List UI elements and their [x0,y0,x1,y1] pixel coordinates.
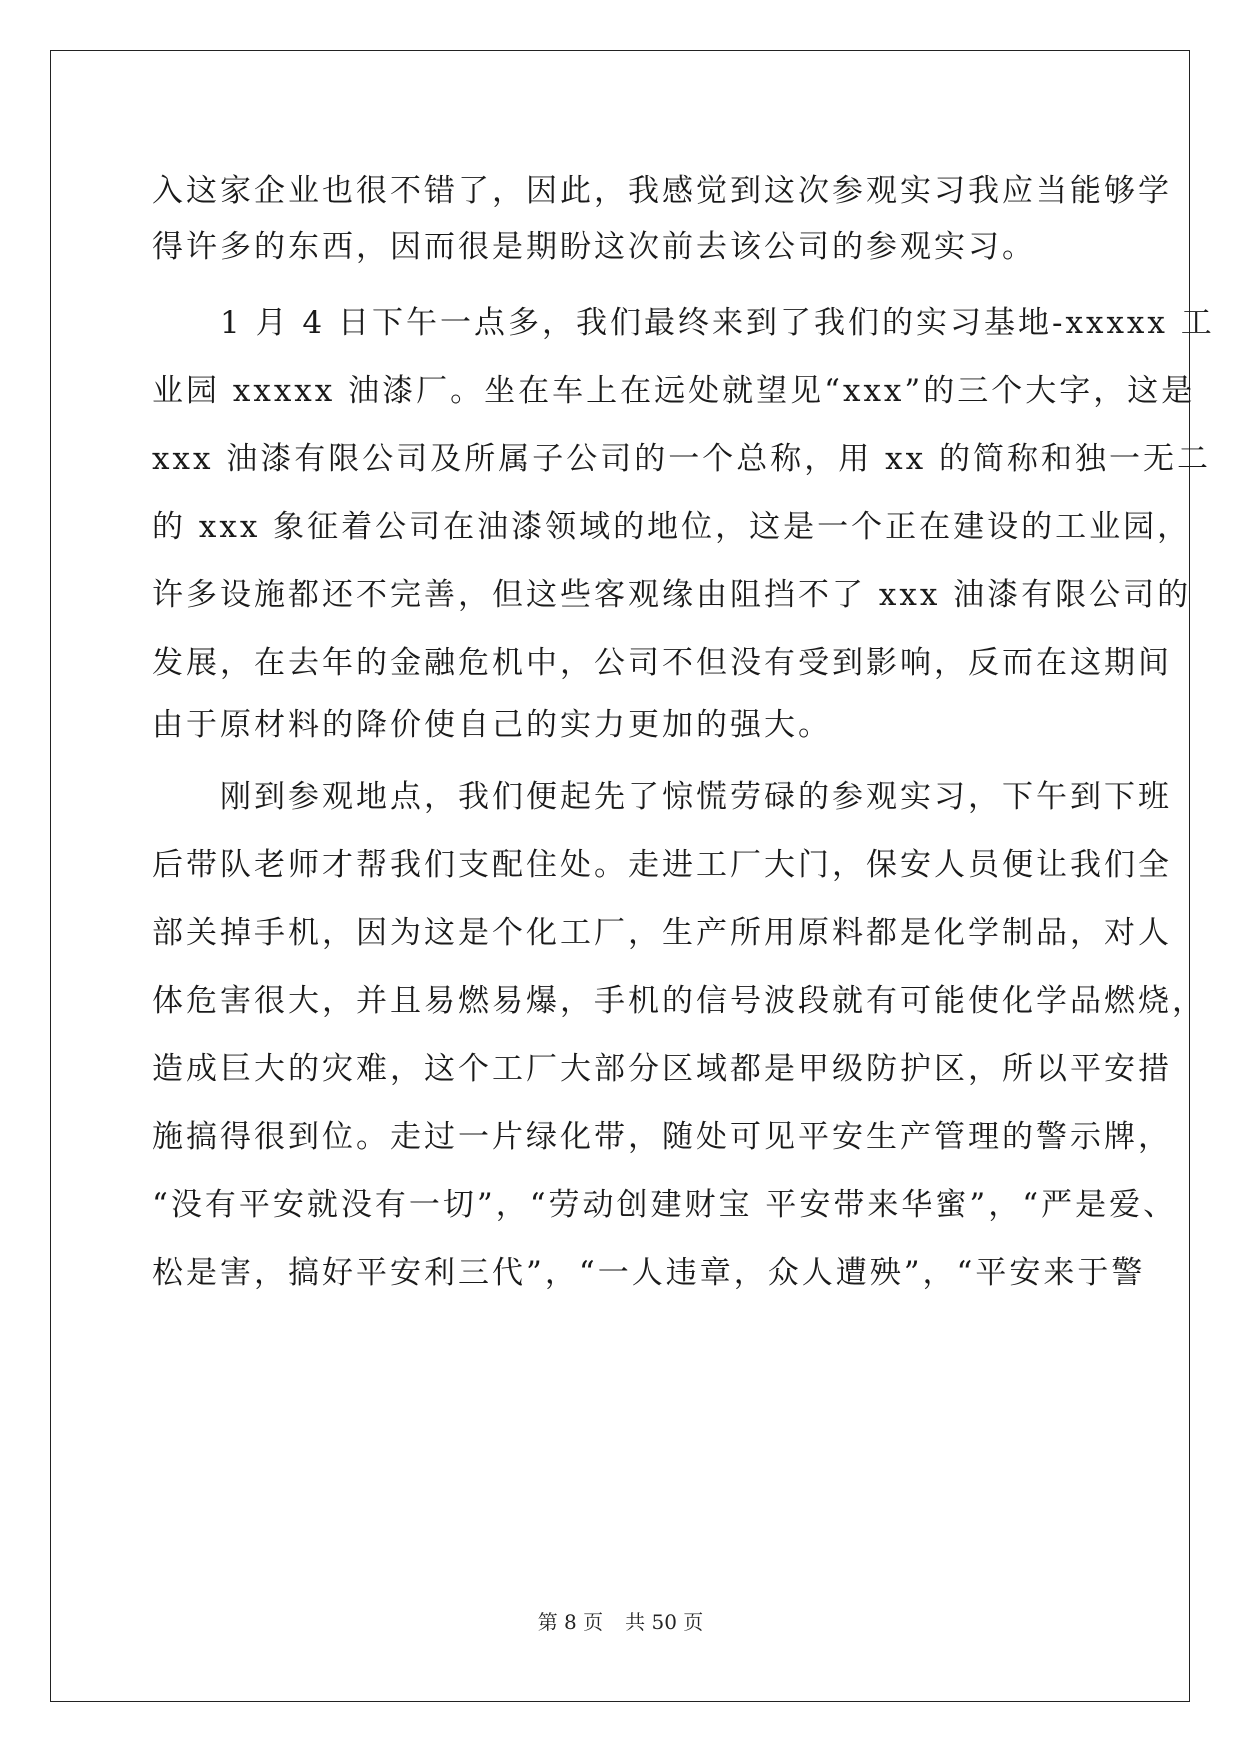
text-line: 的 xxx 象征着公司在油漆领域的地位，这是一个正在建设的工业园， [152,509,1192,545]
text-line: 得许多的东西，因而很是期盼这次前去该公司的参观实习。 [152,229,1036,265]
text-line: 后带队老师才帮我们支配住处。走进工厂大门，保安人员便让我们全 [152,847,1172,883]
page-number: 第 8 页 [537,1610,604,1634]
text-line: xxx 油漆有限公司及所属子公司的一个总称，用 xx 的简称和独一无二 [152,441,1211,477]
text-line: 体危害很大，并且易燃易爆，手机的信号波段就有可能使化学品燃烧， [152,983,1206,1019]
text-line: 部关掉手机，因为这是个化工厂，生产所用原料都是化学制品，对人 [152,915,1172,951]
text-line: 发展，在去年的金融危机中，公司不但没有受到影响，反而在这期间 [152,645,1172,681]
text-line: 刚到参观地点，我们便起先了惊慌劳碌的参观实习，下午到下班 [152,779,1172,815]
text-line: 造成巨大的灾难，这个工厂大部分区域都是甲级防护区，所以平安措 [152,1051,1172,1087]
text-line: 松是害，搞好平安利三代”，“一人违章，众人遭殃”，“平安来于警 [152,1255,1146,1291]
text-line: 1 月 4 日下午一点多，我们最终来到了我们的实习基地-xxxxx 工 [152,305,1215,341]
page-total: 共 50 页 [625,1610,704,1634]
text-line: 施搞得很到位。走过一片绿化带，随处可见平安生产管理的警示牌， [152,1119,1172,1155]
page-footer [0,1610,1241,1634]
text-line: 业园 xxxxx 油漆厂。坐在车上在远处就望见“xxx”的三个大字，这是 [152,373,1196,409]
text-line: 入这家企业也很不错了，因此，我感觉到这次参观实习我应当能够学 [152,173,1172,209]
text-line: “没有平安就没有一切”，“劳动创建财宝 平安带来华蜜”，“严是爱、 [152,1187,1178,1223]
text-line: 许多设施都还不完善，但这些客观缘由阻挡不了 xxx 油漆有限公司的 [152,577,1192,613]
text-line: 由于原材料的降价使自己的实力更加的强大。 [152,707,832,743]
